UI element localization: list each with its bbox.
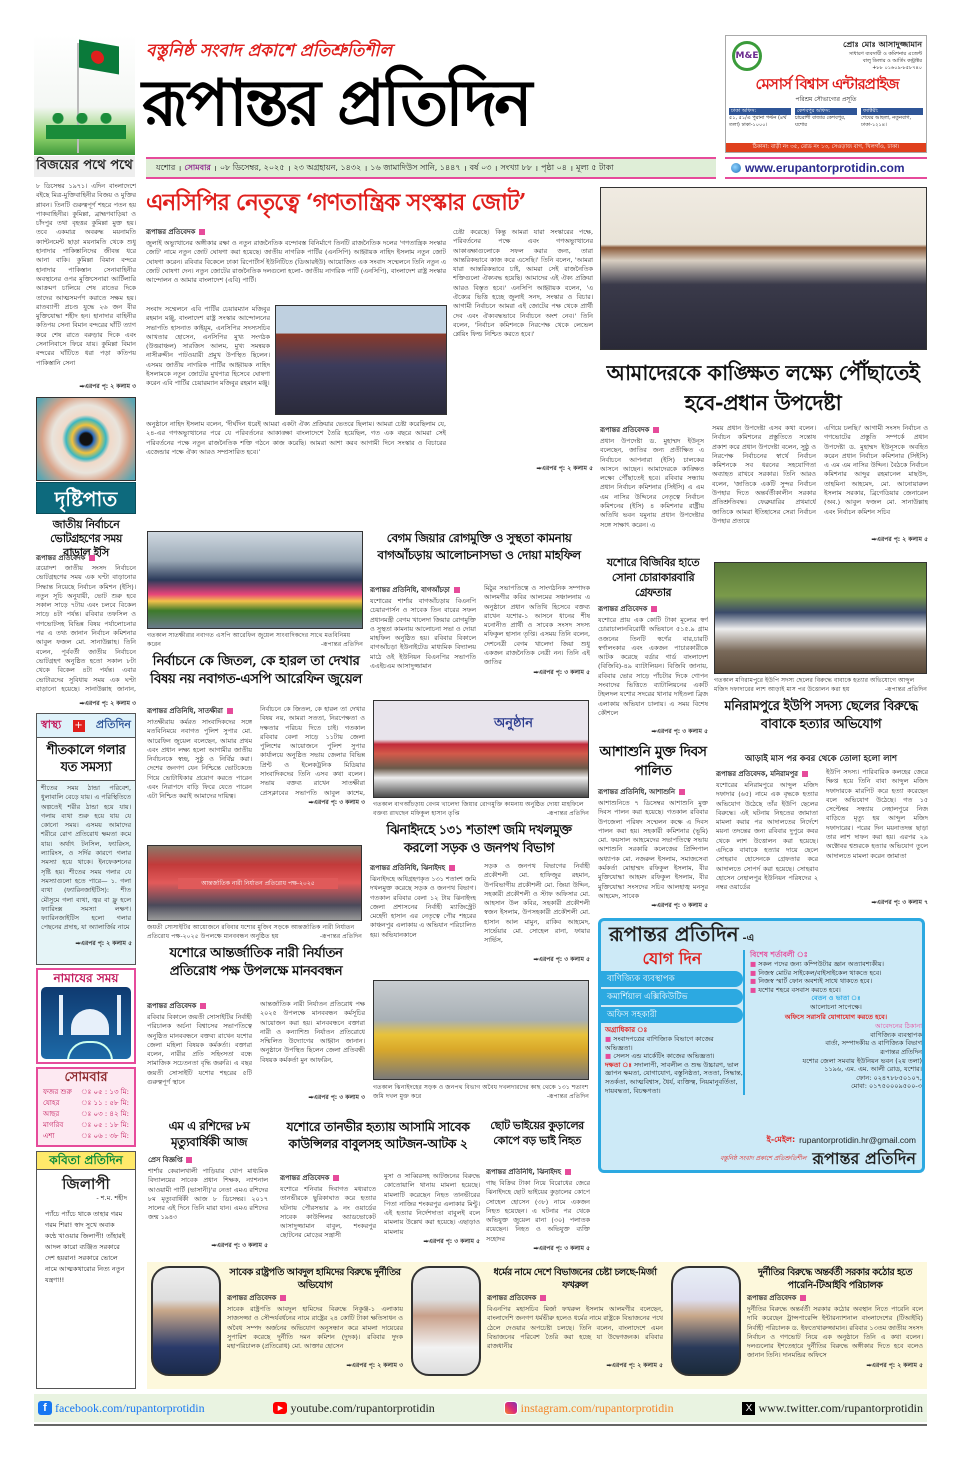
- dateline-date: ০৮ ডিসেম্বর, ২০২৫: [219, 162, 285, 172]
- prayer-day: সোমবার: [64, 1070, 108, 1085]
- caption-text: গতকাল সাতক্ষীরার নবাগত এসপি আরেফিন জুয়েল সাংবাদিকদের সাথে মতবিনিময় করেন: [147, 632, 351, 648]
- ashashuni-byline: রূপান্তর প্রতিনিধি, আশাশুনি: [598, 788, 708, 797]
- health-box: [36, 713, 136, 965]
- poem-box: [36, 1151, 136, 1389]
- rashid-byline: প্রেস বিজ্ঞপ্তি: [148, 1156, 268, 1165]
- priority-item: ■ সেলস এন্ড মার্কেটিং কাজের অভিজ্ঞতা।: [605, 1052, 715, 1061]
- priority-label: অগ্রাধিকার ঃ: [605, 1026, 648, 1034]
- victory-article-text: ৮ ডিসেম্বর ১৯৭১। এদিন বাংলাদেশে বইছে মিত্র-মুক্তিবাহিনীর বিজয় ও মুক্তির প্লাবন। তিনটি গুরুত্বপূর্ণ শহরে পতন হয় পাকবাহিনীর। কুমিল্লা, ব্রাহ্মণবাড়িয়া ও চাঁদপুর তথা বৃহত্তর কুমিল্লা মুক্ত হয়। তবে একমাত্র অবরুদ্ধ ময়নামতি ক্যান্টনমেন্ট ছাড়া ময়নামতি থেকে শুধু হানাদার পাকিস্তানিদের জীবন্ত ধরে আনা বাকি। কুমিল্লা বিমান বন্দরে হানাদার পাকিস্তান সেনাবাহিনীর অবস্থানের ওপর মুক্তিসেনারা আর্টিলারি আক্রমণ চালিয়ে শেষ রাতের দিকে তাদের আত্মসমর্পণ করাতে সক্ষম হয়। রাতব্যাপী প্রচণ্ড যুদ্ধে ২৬ জন বীর মুক্তিযোদ্ধা শহীদ হন। হানাদার বাহিনীর কতিপয় সেনা বিমান বন্দরের ঘাঁটি ত্যাগ করে শেষ রাতে বরুড়ার দিকে এবং সেনানিবাসে ফিরে যায়। কুমিল্লা বিমান বন্দরের ঘাঁটিতে ধরা পড়া কতিপয় পাকিস্তানি সেনা: [36, 182, 136, 367]
- ad-office: ঢাকা অফিস: ৫১, ৫১/এ পুরানা পল্টন (৪র্থ তলা) ঢাকা-১০০০।: [729, 108, 791, 128]
- lead-text: জুলাই অভ্যুত্থানের অঙ্গীকার রক্ষা ও নতুন রাজনৈতিক বন্দোবস্ত বিনির্মাণে তিনটি রাজনৈতিক দলের 'গণতান্ত্রিক সংস্কার জোট' নামে নতুন জোট ঘোষণা করা হয়েছে। জাতীয় নাগরিক পার্টির (এনসিপি) আহ্বায়ক নাহিদ ইসলাম নতুন জোট ঘোষণা করেন। রবিবার বিকেলে ঢাকা রিপোর্টার্স ইউনিটিতে (ডিআরইউ) আয়োজিত এক সংবাদ সম্মেলনে তিনি নতুন এ জোট ঘোষণা দেন। নতুন জোটের রাজনৈতিক দলগুলো হলো- জাতীয় নাগরিক পার্টি (এনসিপি), বাংলাদেশ রাষ্ট্র সংস্কার আন্দোলন ও আমার বাংলাদেশ (এবি) পার্টি।: [146, 239, 446, 285]
- satkhira-photo: [147, 531, 363, 629]
- dateline-hijri-date: ১৬ জামাদিউস সানি, ১৪৪৭: [370, 162, 461, 172]
- position-tag: কমার্শিয়াল এক্সিকিউটিভ: [601, 989, 743, 1005]
- bottom-story-byline: রূপান্তর প্রতিবেদক: [487, 1294, 663, 1303]
- social-link-text: youtube.com/rupantorprotidin: [290, 1400, 435, 1415]
- lead-headline-quote: ‘গণতান্ত্রিক সংস্কার জোট’: [305, 189, 526, 216]
- satkhira-text: সাতক্ষীরায় কর্মরত সাংবাদিকদের সঙ্গে মতবিনিময়ে নবাগত পুলিশ সুপার মো. আরেফিন জুয়েল বলেছেন, আমার প্রথম এবং প্রধান লক্ষ্য হলো আগামীর জাতীয় নির্বাচনকে স্বচ্ছ, সুষ্ঠু ও নির্বিঘ্ন করা। দেশের জনগণ যেন নিশ্চিন্তে ভোটকেন্দ্রে গিয়ে ভোটাধিকার প্রয়োগ করতে পারেন এবং নিরাপদে বাড়ি ফিরে যেতে পারেন এটা নিশ্চিত করাই আমাদের দায়িত্ব।: [147, 718, 252, 801]
- jobs-brand: রূপান্তর প্রতিদিন: [609, 922, 739, 946]
- ad-phone: +৮৮ ০১৬০৯-৮৫৮৭৪০: [872, 65, 922, 71]
- address-label: আবেদনের ঠিকানা: [875, 1022, 922, 1031]
- women-caption: [147, 923, 362, 941]
- continue-link[interactable]: ➡এরপর পৃ: ৩ কলাম ৭: [871, 899, 928, 906]
- brother-headline: ছোট ভাইয়ের কুড়ালের কোপে বড় ভাই নিহত: [490, 1119, 584, 1147]
- skills-label: দক্ষতা ঃ: [605, 1060, 632, 1069]
- jobs-ad-footer: [598, 1147, 925, 1173]
- jhenaidah-text: ঝিনাইদহে অধিগ্রহণকৃত ১৩১ শতাংশ জমি দখলমুক্ত করেছে সড়ক ও জনপথ বিভাগ। গতকাল রবিবার বেলা ১২ টায় ঝিনাইদহ জেলা প্রশাসনের নির্বাহী ম্যাজিস্ট্রেট মেহেদী হাসান এর নেতৃত্বে পৌর শহরের কাঞ্চনপুর এলাকায় এ অভিযান পরিচালিত হয়। অভিযানকালে: [370, 875, 476, 939]
- prayer-name: ফজর শুরু: [43, 1088, 72, 1096]
- address-line: মোবা: ০১৭৫০০০৯৫০০-৩: [851, 1082, 922, 1091]
- instagram-icon: [504, 1401, 518, 1415]
- ad-line: সাধারণ ব্যবসায়ী ও কমিশনার এজেন্ট: [848, 51, 922, 57]
- continue-link[interactable]: ➡এরপর পৃ: ৩ কলাম ৫: [533, 1245, 590, 1252]
- bottom-story-byline: রূপান্তর প্রতিবেদক: [227, 1294, 403, 1303]
- jhenaidah-columns: [370, 862, 590, 968]
- victory-caption: বিজয়ের পথে পথে: [34, 156, 135, 177]
- banner-text: অনুষ্ঠান: [494, 716, 534, 731]
- bottom-rule: [34, 1424, 927, 1426]
- facebook-icon: f: [38, 1401, 52, 1415]
- dateline-issue: সংখ্যা ৮৮: [500, 162, 533, 172]
- monirampur-photo: [714, 562, 927, 674]
- bgb-text: যশোরে প্রায় এক কোটি টাকা মূল্যের স্বর্ণ চোরাচালানবিরোধী অভিযানে ৫১৫.৯ গ্রাম ওজনের তিনটি স্বর্ণের বার,চারটি স্বর্ণালংকার এবং একজন পাচারকারীকে আটক করেছে বর্ডার গার্ড বাংলাদেশ (বিজিবি)-৪৯ ব্যাটালিয়ন। বিজিবি জানায়, রবিবার ভোর সাড়ে পাঁচটার দিকে গোপন সংবাদের ভিত্তিতে ব্যাটালিয়নের একটি টহলদল যশোর সদরের থানার দাইতলা ব্রিজ এলাকায় অভিযান চালায়। এ সময় বিশেষ কৌশলে: [598, 616, 708, 717]
- dateline-bangla-date: ২৩ অগ্রহায়ন, ১৪৩২: [293, 162, 362, 172]
- bagachra-headline: বেগম জিয়ার রোগমুক্তি ও সুস্থতা কামনায় বাগআঁচড়ায় আলোচনাসভা ও দোয়া মাহফিল: [377, 531, 581, 562]
- ashashuni-text: আশাশুনিতে ৭ ডিসেম্বর আশাশুনি মুক্ত দিবস পালন করা হয়েছে। গতকাল রবিবার উপজেলা পরিষদ সম্মেলন কক্ষে এ দিবস পালন করা হয়। সহকারী কমিশনার (ভূমি) মো. ফয়সাল আহমেদের সভাপতিত্বে সভায় আশাশুনি সরকারি কলেজের প্রিন্সিপাল অধ্যাপক মো. নজরুল ইসলাম, সমাজসেবা কর্মকর্তা মোহাম্মদ রফিকুল ইসলাম, বীর মুক্তিযোদ্ধা আহমদ রফিকুল ইসলাম, বীর মুক্তিযোদ্ধা সংসদের সচিব আলহাজ্ব মনসুর আহমেদ, সাবেক: [598, 799, 708, 900]
- ad-proprietor: প্রোঃ মোঃ আসাদুজ্জামান: [842, 40, 922, 49]
- lead-text: অনুষ্ঠানে নাহিদ ইসলাম বলেন, ‘দীর্ঘদিন ধরেই আমরা একটা ঐক্য প্রক্রিয়ার ভেতরে ছিলাম। আমরা চেষ্টা করেছিলাম যে, ২৪-এর গণঅভ্যুত্থানের পরে যে পরিবর্তনের আকাঙ্ক্ষা বাংলাদেশে তৈরি হয়েছিল, গত এক বছরে আমরা সেই পরিবর্তনের পক্ষে নতুন রাজনৈতিক শক্তি গঠনে কাজ করেছি। আমরা আশা করব আগামী দিনে সংস্কার ও বিচারের এজেন্ডার পক্ষে ঐক্য আরও সম্প্রসারিত হবে।’: [146, 420, 446, 456]
- caption-credit: -রূপান্তর প্রতিদিন: [319, 933, 362, 940]
- jobs-email-row: [598, 1133, 925, 1147]
- people-silhouette: [46, 113, 126, 139]
- condition-item: ■ যশোর শহরে বসবাস করতে হবে।: [750, 985, 841, 994]
- continue-link[interactable]: ➡এরপর পৃ: ৩ কলাম ৫: [211, 1242, 268, 1249]
- chief-adviser-text: প্রধান উপদেষ্টা ড. মুহাম্মদ ইউনূস বলেছেন, জাতির জন্য প্রতীক্ষিত এ নির্বাচনে আপনারা (ইসি) চালকের আসনে আছেন। আমাদেরকে কাঙ্ক্ষিত লক্ষ্যে পৌঁছাতেই হবে। রবিবার সন্ধ্যায় প্রধান নির্বাচন কমিশনার (সিইসি) এ এম এম নাসির উদ্দিনের নেতৃত্বে নির্বাচন কমিশনের (ইসি) ৪ কমিশনার রাষ্ট্রীয় অতিথি ভবন যমুনায় প্রধান উপদেষ্টার সঙ্গে সাক্ষাৎ করেন। এ: [600, 437, 704, 529]
- monirampur-caption: [714, 676, 927, 694]
- lead-byline: রূপান্তর প্রতিবেদক: [146, 228, 446, 237]
- satkhira-columns: [147, 705, 365, 811]
- women-text: আন্তর্জাতিক নারী নির্যাতন প্রতিরোধ পক্ষ ২০২৫ উপলক্ষে মানববন্ধন কর্মসূচির আয়োজন করা হয়। মানববন্ধনে বক্তারা নারী ও কন্যাশিশু নির্যাতন প্রতিরোধে সম্মিলিত উদ্যোগের আহ্বান জানান। অনুষ্ঠানে উপস্থিত ছিলেন জেলা প্রতিবন্ধী বিষয়ক কর্মকর্তা মুন আফরিন,: [260, 1000, 365, 1064]
- lead-headline: [146, 186, 596, 220]
- bottom-stories-band: [147, 1262, 927, 1389]
- prayer-time-row: [43, 1120, 129, 1131]
- caption-text: জয়তী সোসাইটির আয়োজনে রবিবার যশোর মুজিব সড়কে আন্তর্জাতিক নারী নির্যাতন প্রতিরোধ পক্ষ-২০২৫ উপলক্ষে মানববন্ধন অনুষ্ঠিত হয়: [147, 924, 355, 940]
- jobs-footer-brand: রূপান্তর প্রতিদিন: [812, 1148, 916, 1168]
- prayer-name: যোহর: [43, 1099, 60, 1107]
- ec-byline: রূপান্তর প্রতিবেদক: [36, 554, 136, 563]
- continue-link[interactable]: ➡এরপর পৃ: ৩ কলাম ৫: [651, 902, 708, 909]
- dateline-price: মূল্য ৫ টাকা: [576, 162, 614, 172]
- chief-adviser-text: সময় প্রধান উপদেষ্টা এসব কথা বলেন। নির্বাচন কমিশনের প্রস্তুতিতে সন্তোষ প্রকাশ করে প্রধান উপদেষ্টা বলেন, সুষ্ঠু ও নিরপেক্ষ নির্বাচনের স্বার্থে নির্বাচন কমিশনকে সব ধরনের সহযোগিতা অব্যাহত রাখবে সরকার। তিনি আরও বলেন, 'জাতিকে একটি সুন্দর নির্বাচন উপহার দিতে অন্তর্বর্তীকালীন সরকার প্রতিশ্রুতিবদ্ধ। ফেব্রুয়ারির প্রথমার্ধে জাতিকে আমরা ইতিহাসের সেরা নির্বাচন উপহার প্রত্যয়ে: [712, 424, 816, 525]
- clock-icon: [67, 1041, 113, 1059]
- bagachra-text: মিঠুর সভাপতিত্বে ও সাংগঠনিক সম্পাদক আলমগীর কবির আলমের সঞ্চালনায় এ অনুষ্ঠানে প্রধান অতিথি হিসেবে বক্তব্য রাখেন যশোর-১ আসনে ধানের শীষ মনোনীত প্রার্থী ও সাবেক সংসদ সদস্য মফিকুল হাসান তৃপ্তি। এসময় তিনি বলেন, দেশনেত্রী বেগম খালেদা জিয়া শুধু একজন রাজনৈতিক নেত্রী নন। তিনি এই জাতির: [484, 584, 590, 667]
- lead-photo: [275, 305, 447, 415]
- bagachra-caption: [373, 800, 589, 818]
- caption-text: গতকাল বাগআঁচড়ায় বেগম খালেদা জিয়ার রোগমুক্তি কামনায় অনুষ্ঠিত দোয়া মাহফিলে বক্তব্য রাখছেন মফিকুল হাসান তৃপ্তি: [373, 801, 584, 817]
- continue-link[interactable]: ➡এরপর পৃ: ২ কলাম ৫: [75, 940, 132, 947]
- jhenaidah-caption: [373, 1083, 589, 1110]
- health-headline: শীতকালে গলার যত সমস্যা: [37, 738, 135, 781]
- prayer-time-row: [43, 1131, 129, 1142]
- tanvir-text: মুসা ও সাব্বিরসহ আটজনের বিরুদ্ধে কোতোয়ালি থানায় মামলা হয়েছে। মামলাটি করেছেন নিহত তানভীরের পিতা নাজির শংকরপুর এলাকার মিন্টু। এই হত্যার নির্দেশদাতা বাবুলই বলে মামলায় উল্লেখ করা হয়েছে। এছাড়াও মামলায়: [384, 1172, 480, 1236]
- continue-link[interactable]: ➡এরপর পৃ: ৩ কলাম ৫: [651, 728, 708, 735]
- globe-icon: [731, 163, 741, 173]
- health-article-text: শীতের সময় ঠান্ডা পরিবেশ, ধুলাবালি বেড়ে যায়। এ পরিস্থিতিতে অল্পতেই শরীর ঠান্ডা হয়ে যায়। গলায় ব্যথা শুরু হয়ে যায় যে কোনো সময়। এসময় আমাদের শরীরে রোগ প্রতিরোধ ক্ষমতা কমে যায়। অর্থাৎ টনসিল, ফ্যারিংস, ল্যারিংস, ও সর্দির কারণে গলার সমস্যা হয়ে থাকে। ইনফেকশনের সৃষ্টি হয়। শীতের সময় গলার যে সমস্যাগুলো হতে পারে— ১. গলা ব্যথা (ফ্যারিনজাইটিস): শীত মৌসুমে গলা ব্যথা, জ্বর বা ফ্লু হলে ফ্যারিংক্স সমস্যা লক্ষণ। ফ্যারিনজাইটিস হলো গলার পেছনের প্রদাহ, যা অ্যালার্জির নামে: [41, 784, 131, 932]
- social-link-text: www.twitter.com/rupantorprotidin: [758, 1400, 923, 1415]
- satkhira-caption: [147, 631, 363, 649]
- bottom-story: [147, 1262, 407, 1389]
- portrait-photo: [411, 1266, 481, 1376]
- chief-adviser-byline: রূপান্তর প্রতিবেদক: [600, 426, 704, 435]
- prayer-name: এশা: [43, 1132, 55, 1140]
- salary-label: বেতন ও ভাতা ঃ: [811, 994, 861, 1003]
- prayer-time: ঃ ০৩ : ৪২ মি:: [81, 1110, 129, 1118]
- monirampur-headline: মনিরামপুরে ইউপি সদস্য ছেলের বিরুদ্ধে বাবাকে হত্যার অভিযোগ: [724, 699, 918, 732]
- bottom-story: [407, 1262, 667, 1389]
- rashid-text: শার্শার কেরালখালী পাড়িয়ার খোপ মাধ্যমিক বিদ্যালয়ের সাবেক প্রধান শিক্ষক, ন্যাশনাল আওয়ামী পার্টি (ভাসানী)'র নেতা এমএ রশিদের ৮ম মৃত্যুবার্ষিকী আজ ৮ ডিসেম্বর। ২০১৭ সালের এই দিনে তিনি মারা যান। এমএ রশিদের জন্ম ১৯৪৩: [148, 1167, 268, 1222]
- top-advertisement: [725, 35, 927, 153]
- chief-adviser-columns: [600, 424, 928, 549]
- banner-text: আন্তর্জাতিক নারী নির্যাতন প্রতিরোধ পক্ষ-২০২৫: [178, 878, 338, 889]
- tagline: বস্তুনিষ্ঠ সংবাদ প্রকাশে প্রতিশ্রুতিশীল: [146, 41, 393, 61]
- caption-credit: -রূপান্তর প্রতিদিন: [546, 810, 589, 817]
- continue-link[interactable]: ➡এরপর পৃ: ৩ কলাম ৫: [533, 956, 590, 963]
- condition-item: ■ সকল পদের জন্য কম্পিউটার জ্ঞান অত্যাবশ্যকীয়।: [750, 960, 885, 968]
- women-headline: যশোরে আন্তর্জাতিক নারী নির্যাতন প্রতিরোধ পক্ষ উপলক্ষে মানববন্ধন: [169, 945, 343, 979]
- prayer-time-row: [43, 1109, 129, 1120]
- prayer-name: আছর: [43, 1110, 60, 1118]
- bottom-story-byline: রূপান্তর প্রতিবেদক: [747, 1294, 923, 1303]
- position-tag: অফিস সহকারী: [601, 1007, 743, 1023]
- prayer-time: ঃ ০৫ : ১৮ মি:: [81, 1121, 129, 1129]
- caption-credit: -রূপান্তর প্রতিদিন: [546, 1093, 589, 1100]
- women-text: রবিবার বিকালে জয়তী সোসাইটির নির্বাহী পরিচালক অর্চনা বিশ্বাসের সভাপতিত্বে অনুষ্ঠিত মানববন্ধনে বক্তব্য রাখেন যশোর জেলা মহিলা বিষয়ক কর্মকর্তা। বক্তারা বলেন, নারীর প্রতি সহিংসতা বন্ধে সামাজিক সচেতনতা বৃদ্ধি জরুরি। এ বছর জয়তী সোসাইটি যশোর শহরের ৫টি গুরুত্বপূর্ণ স্থানে: [147, 1013, 252, 1087]
- bgb-column: [598, 603, 708, 736]
- ec-headline: জাতীয় নির্বাচনে ভোটগ্রহণের সময় বাড়াল ইসি: [50, 518, 122, 559]
- brother-byline: রূপান্তর প্রতিনিধি, ঝিনাইদহ: [486, 1168, 590, 1177]
- email-label: ই-মেইল:: [766, 1135, 796, 1144]
- continue-link[interactable]: ➡এরপর পৃ: ৩ কলাম ৫: [423, 1238, 480, 1245]
- address-line: ফোন: ০২৪৭৮৮৫০১০৭,: [856, 1073, 922, 1082]
- brother-text: গাছ বিক্রির টাকা নিয়ে বিরোধের জেরে ঝিনাইদহে ছোট ভাইয়ের কুড়ালের কোপে সোহেল হোসেন (৩৮) নামে একজন নিহত হয়েছেন। এ ঘটনার পর থেকে অভিযুক্ত জুয়েল রানা (৩০) পলাতক রয়েছেন। নিহত ও অভিযুক্ত ব্যক্তি সহোদর: [486, 1179, 590, 1243]
- poem-author: - শ.ম. শহীদ: [96, 1194, 127, 1202]
- newspaper-title: রূপান্তর প্রতিদিন: [142, 66, 530, 141]
- bagachra-byline: রূপান্তর প্রতিনিধি, বাগআঁচড়া: [370, 586, 476, 595]
- ashashuni-column: [598, 786, 708, 910]
- continue-link[interactable]: ➡এরপর পৃ: ২ কলাম ৩: [79, 383, 136, 390]
- social-link-text: instagram.com/rupantorprotidin: [520, 1400, 674, 1415]
- medical-cross-icon: +: [74, 719, 83, 731]
- prayer-time-row: [43, 1087, 129, 1098]
- monirampur-subheadline: আড়াই মাস পর কবর থেকে তোলা হলো লাশ: [744, 754, 898, 764]
- youtube-icon: ▶: [273, 1402, 287, 1414]
- condition-item: ■ নিজস্ব মোটর সাইকেল/বাইসাইকেল থাকতে হবে।: [750, 968, 882, 977]
- social-link-twitter[interactable]: [742, 1401, 923, 1416]
- address-line: বাণিজ্যিক ব্যবস্থাপক: [870, 1030, 922, 1039]
- satkhira-byline: রূপান্তর প্রতিনিধি, সাতক্ষীরা: [147, 707, 252, 716]
- jhenaidah-text: সড়ক ও জনপথ বিভাগের নির্বাহী প্রকৌশলী মো. হাফিজুর রহমান, উপবিভাগীয় প্রকৌশলী মো. জিয়া উদ্দিন, সহকারী প্রকৌশলী ও স্টাফ অফিসার মো. আহসান উল কবির, সহকারী প্রকৌশলী স্বজন ইসলাম, উপসহকারী প্রকৌশলী মো. হাসান আল মামুন, রাকিব আহমেদ, সার্ভেয়ার মো. সোহেল রানা, ফায়ার সার্ভিস,: [484, 862, 590, 945]
- health-brand-left: স্বাস্থ্য: [41, 718, 62, 731]
- salary-text: আলোচনা সাপেক্ষে।: [810, 1002, 862, 1011]
- company-logo: M&E: [732, 41, 762, 71]
- ad-office: ফ্যাক্টরী: শেষের আছলা, নতুনবাগ, ঢাকা-১২১৪।: [861, 108, 923, 128]
- women-rally-photo: [147, 845, 362, 921]
- continue-link[interactable]: ➡এরপর পৃ: ২ কলাম ৩: [79, 700, 136, 707]
- satkhira-text: নির্বাচনে কে জিতল, কে হারল তা দেখার বিষয় নয়, আমরা সততা, নিরপেক্ষতা ও দক্ষতার পরিচয় দিতে চাই। গতকাল রবিবার বেলা সাড়ে ১১টায় জেলা পুলিশের আয়োজনে পুলিশ সুপার কার্যালয়ে অনুষ্ঠিত সভায় জেলার বিভিন্ন প্রিন্ট ও ইলেকট্রনিক মিডিয়ার সাংবাদিকদের তিনি এসব কথা বলেন। সভায় বক্তব্য রাখেন সাতক্ষীরা প্রেসক্লাবের সভাপতি আবুল কাশেম,: [260, 705, 365, 797]
- bangladesh-flag-icon: [79, 39, 119, 74]
- prayer-title: নামাযের সময়: [53, 971, 119, 985]
- bottom-story-text: দুর্নীতির বিরুদ্ধে অন্তর্বর্তী সরকার কঠোর অবস্থান নিতে পারেনি বলে দাবি করেছেন ট্রান্সপারেন্সি ইন্টারন্যাশনাল বাংলাদেশের (টিআইবি) নির্বাহী পরিচালক ড. ইফতেখারুজ্জামান। রবিবার ১৩তম জাতীয় সংসদ নির্বাচন ও গণভোট নিয়ে এক অনুষ্ঠানে তিনি এ কথা বলেন। দলগুলোর ইশতেহারে দুর্নীতির বিরুদ্ধে অঙ্গীকার দিতে হবে বলেও জানান তিনি। দানমন্ডির অফিসে: [747, 1305, 923, 1360]
- ad-office: কেশবপুর অফিস: চাচরাশী বাজার কেশবপুর, যশোর: [795, 108, 857, 128]
- x-twitter-icon: X: [742, 1402, 755, 1415]
- poem-title: জিলাপী: [62, 1175, 110, 1193]
- prayer-box: [36, 968, 136, 1064]
- website-link[interactable]: [725, 157, 927, 179]
- monirampur-text: যশোরের মনিরামপুরে আব্দুল মজিদ দফাদার (৬৫) নামে এক বৃদ্ধকে হত্যার অভিযোগ উঠেছে তাঁর ইউপি ছেলের বিরুদ্ধে। এই ঘটনায় নিহতের জামাতা মামলা করার পর আদালতের নির্দেশে ময়না তদন্তের জন্য রবিবার দুপুরে কবর থেকে লাশ উত্তোলন করা হয়েছে। এদিকে বাবাকে হত্যার দায়ে ছেলে সোহরাব হোসেনকে গ্রেফতার করে আদালতে সোপর্দ করা হয়েছে। সোহরাব হোসেন নেহালপুর ইউনিয়ন পরিষদের ২ নম্বর ওয়ার্ডের: [716, 781, 818, 892]
- jobs-footer-tagline: বস্তুনিষ্ঠ সংবাদ প্রকাশে প্রতিশ্রুতিশীল: [720, 1155, 807, 1162]
- ashashuni-headline: আশাশুনি মুক্ত দিবস পালিত: [599, 744, 707, 779]
- continue-link[interactable]: ➡এরপর পৃ: ২ কলাম ৩: [346, 1362, 403, 1369]
- caption-credit: -রূপান্তর প্রতিদিন: [884, 686, 927, 693]
- jobs-advertisement: [598, 918, 925, 1133]
- caption-text: গতকাল ঝিনাইদহের সড়ক ও জনপথ বিভাগ অবৈধ দখলদারদের কাছ থেকে ১৩১ শতাংশ জমি দখল মুক্ত করে: [373, 1084, 589, 1100]
- ad-address: ঠিকানা: বাড়ী নং ৩৫, রোড নং ১৩, সেওড়াজ বাগ, খিলগাঁও, ঢাকা।: [726, 143, 926, 152]
- caption-credit: -রূপান্তর প্রতিদিন: [320, 641, 363, 648]
- ad-line: বালু ডিলার ও আর্তিং কন্ট্রাক্টর: [862, 58, 922, 64]
- dateline-year: বর্ষ ০৩: [469, 162, 492, 172]
- lead-text: সংবাদ সম্মেলনে এবি পার্টির চেয়ারম্যান মজিবুর রহমান মঞ্জু, বাংলাদেশ রাষ্ট্র সংস্কার আন্দোলনের সভাপতি হাসনাত কাইয়ূম, এনসিপির সদস্যসচিব আখতার হোসেন, এনসিপির মুখ্য সংগঠক (উত্তরাঞ্চল) সারজিস আলম, মুখ্য সমন্বয়ক নাসীরুদ্দীন পাটওয়ারী প্রমুখ উপস্থিত ছিলেন। এসময় জাতীয় নাগরিক পার্টির আহ্বায়ক নাহিদ ইসলামকে নতুন জোটের মুখপাত্র হিসেবে ঘোষণা করেন এবি পার্টির চেয়ারম্যান মজিবুর রহমান মঞ্জু।: [146, 305, 270, 388]
- social-link-instagram[interactable]: [504, 1401, 674, 1416]
- rashid-headline: এম এ রশিদের ৮ম মৃত্যুবার্ষিকী আজ: [168, 1119, 250, 1149]
- jhenaidah-headline: ঝিনাইদহে ১৩১ শতাংশ জমি দখলমুক্ত করলো সড়ক ও জনপথ বিভাগ: [386, 823, 572, 856]
- bagachra-columns: [370, 584, 590, 681]
- dateline-pages: পৃষ্ঠা ০৪: [541, 162, 567, 172]
- monirampur-text: ইউপি সদস্য। পারিবারিক কলহের জেরে ক্ষিপ্ত হয়ে তিনি বাবা আব্দুল মজিদ দফাদারকে মারপিট করে হত্যা করেছেন বলে অভিযোগ উঠেছে। গত ১৫ সেপ্টেম্বর সন্ধ্যায় নেহালপুরে নিজ বাড়িতে মৃত্যু হয় আব্দুল মজিদ দফাদারের। পরের দিন ময়নাতদন্ত ছাড়া তার লাশ দাফন করা হয়। এরপর ২৯ অক্টোবর শ্বশুরকে হত্যার অভিযোগ তুলে আদালতে মামলা করেন জামাতা: [826, 768, 928, 860]
- poem-text: প্যাঁচে প্যাঁচে থাকে তাহার গরম গরম শিরা! স্বাদ সুখে অবাক কন্ঠে খাওয়ার জিলাপী! তাঁহারই আদল কারো ব্যঞ্জিত সরকারে দেশ হয়রান! সরকারে ভোলে নামে আত্মকথারোর নিত্য নতুন যন্ত্রণা!!: [45, 1210, 126, 1284]
- address-line: রূপান্তর প্রতিদিন: [880, 1047, 922, 1056]
- caption-text: গতকাল মণিরামপুরে ইউপি সদস্য ছেলের বিরুদ্ধে বাবাকে হত্যার অভিযোগে আব্দুল মজিদ দফাদারের লাশ আড়াই মাস পর উত্তোলন করা হয়: [714, 677, 915, 693]
- bottom-story-headline: সাবেক রাষ্ট্রপতি আবদুল হামিদের বিরুদ্ধে দুর্নীতির অভিযোগ: [229, 1267, 401, 1291]
- monirampur-byline: রূপান্তর প্রতিবেদক, মনিরামপুর: [716, 770, 818, 779]
- email-link[interactable]: rupantorprotidin.hr@gmail.com: [799, 1135, 916, 1145]
- tanvir-text: যশোরে শনিবার দিবাগত মধ্যরাতে তানভীরকে ছুরিকাঘাত করে হত্যার ঘটনায় পৌরসভার ৯ নং ওয়ার্ডের সাবেক কাউন্সিলর অ্যাডভোকেট আসাদুজ্জামান বাবুল, শংকরপুর ছোটনের মোড়ের সন্ত্রাসী: [280, 1185, 376, 1240]
- bottom-story-text: বিএনপির মহাসচিব মির্জা ফখরুল ইসলাম আলমগীর বলেছেন, বাংলাদেশি জনগণ ধর্মভীরু হলেও ধর্মের নামে রাষ্ট্রকে বিভাজনের পথে ঠেলে দেওয়ার অপচেষ্টা চলছে। তিনি বলেন, বাংলাদেশে এমন বিভাজনের পরিবেশ তৈরি করা হচ্ছে যা উদ্বেগজনক। রবিবার রাজধানীর: [487, 1305, 663, 1351]
- poem-banner: কবিতা প্রতিদিন: [37, 1152, 135, 1170]
- tanvir-headline: যশোরে তানভীর হত্যায় আসামি সাবেক কাউন্সিলর বাবুলসহ আটজন-আটক ২: [286, 1119, 470, 1151]
- address-line: ১১৯৬, এম. এম. আলী রোড, যশোর।: [824, 1065, 922, 1074]
- ad-company-name: মেসার্স বিশ্বাস এন্টারপ্রাইজ: [755, 75, 899, 93]
- direct-contact: অফিসে সরাসরি যোগাযোগ করতে হবে।: [784, 1012, 888, 1021]
- ec-article-text: ত্রয়োদশ জাতীয় সংসদ নির্বাচনে ভোটগ্রহণের সময় এক ঘণ্টা বাড়ানোর সিদ্ধান্ত নিয়েছে নির্বাচন কমিশন (ইসি)। নতুন সূচি অনুযায়ী, ভোট শুরু হবে সকাল সাড়ে ৭টায় এবং চলবে বিকেল সাড়ে ৪টা পর্যন্ত। রবিবার তফসিল ও গণভোটসহ বিভিন্ন বিষয় পর্যালোচনার পর এ তথ্য জানান নির্বাচন কমিশনার আবুল ফজল মো. সানাউল্লাহ। তিনি বলেন, পূর্ববর্তী জাতীয় নির্বাচনে ভোটগ্রহণ অনুষ্ঠিত হতো সকাল ৮টা থেকে বিকেল ৪টা পর্যন্ত। এবার ভোটারদের সুবিধায় সময় এক ঘণ্টা বাড়ানো হয়েছে। সানাউল্লাহ জানান,: [36, 564, 136, 693]
- health-brand-right: প্রতিদিন: [95, 718, 131, 731]
- jhenaidah-byline: রূপান্তর প্রতিনিধি, ঝিনাইদহ: [370, 864, 476, 873]
- chief-adviser-text: এগিয়ে চলছি।' আগামী সংসদ নির্বাচন ও গণভোটের প্রস্তুতি সম্পর্কে প্রধান উপদেষ্টা ড. মুহাম্মদ ইউনূসকে অবহিত করেন প্রধান নির্বাচন কমিশনার (সিইসি) এ এম এম নাসির উদ্দিন। বৈঠকে নির্বাচন কমিশনার আব্দুর রহমানেল মাছউদ, তাহমিনা আহমেদ, মো. আনোয়ারুল ইসলাম সরকার, ব্রিগেডিয়ার জেনারেল (অব.) আবুল ফজল মো. সানাউল্লাহ এবং নির্বাচন কমিশন সচিব: [824, 424, 928, 516]
- continue-link[interactable]: ➡এরপর পৃ: ২ কলাম ৫: [536, 465, 593, 472]
- ad-slogan: পরিশ্রম সৌভাগ্যের প্রসূতি: [795, 96, 857, 103]
- portrait-photo: [151, 1266, 221, 1376]
- continue-link[interactable]: ➡এরপর পৃ: ৩ কলাম ৩: [308, 799, 365, 806]
- satkhira-headline: নির্বাচনে কে জিতল, কে হারল তা দেখার বিষয় নয় নবাগত-এসপি আরেফিন জুয়েল: [150, 653, 362, 687]
- portrait-photo: [671, 1266, 741, 1376]
- bottom-story-headline: দুর্নীতির বিরুদ্ধে অন্তর্বর্তী সরকার কঠোর হতে পারেনি-টিআইবি পরিচালক: [757, 1267, 913, 1291]
- health-banner: [37, 714, 135, 738]
- continue-link[interactable]: ➡এরপর পৃ: ২ কলাম ৫: [866, 1362, 923, 1369]
- jhenaidah-photo: [373, 980, 589, 1080]
- bagachra-photo: [373, 700, 589, 798]
- condition-item: ■ নিজস্ব স্মার্ট ফোন অবশ্যই সাথে থাকতে হবে।: [750, 977, 873, 986]
- mosque-illustration: [41, 987, 131, 1059]
- women-columns: [147, 1000, 365, 1106]
- women-byline: রূপান্তর প্রতিবেদক: [147, 1002, 252, 1011]
- brother-column: [486, 1166, 590, 1253]
- join-cta: যোগ দিন: [642, 949, 702, 968]
- prayer-times-box: [36, 1067, 136, 1147]
- prayer-time: ঃ ০৬ : ৩৮ মি:: [81, 1132, 129, 1140]
- drishtipat-banner: দৃষ্টিপাত: [36, 482, 136, 514]
- bgb-byline: রূপান্তর প্রতিবেদক: [598, 605, 708, 614]
- tanvir-byline: রূপান্তর প্রতিবেদক: [280, 1174, 376, 1183]
- address-line: যশোর জেলা সমবায় ইউনিয়ন ভবন (২য় তলা): [802, 1056, 922, 1065]
- continue-link[interactable]: ➡এরপর পৃ: ৩ কলাম ৩: [308, 1094, 365, 1101]
- social-link-facebook[interactable]: [38, 1401, 205, 1416]
- bgb-headline: যশোরে বিজিবির হাতে সোনা চোরাকারবারি গ্রেফতার: [606, 556, 700, 599]
- lead-column-wide: [146, 226, 446, 304]
- rashid-column: [148, 1154, 268, 1250]
- website-url: www.erupantorprotidin.com: [745, 161, 905, 175]
- continue-link[interactable]: ➡এরপর পৃ: ২ কলাম ৫: [871, 536, 928, 543]
- lead-headline-part: এনসিপির নেতৃত্বে: [146, 189, 306, 216]
- bottom-story-text: সাবেক রাষ্ট্রপতি আবদুল হামিদের বিরুদ্ধে নিকুঞ্জ-১ এলাকায় সাজসজ্জা ও সৌন্দর্যবর্ধনের নামে রাষ্ট্রের ২৪ কোটি টাকা ক্ষতিসাধন ও অবৈধ সম্পদ অর্জনের অভিযোগ অনুসন্ধান করে মামলা দায়েরের সুপারিশ করেছে দুর্নীতি দমন কমিশন (দুদক)। রবিবার দুদক মহাপরিচালক (প্রতিরোধ) মো. আক্তার হোসেন: [227, 1305, 403, 1351]
- social-bar: [34, 1394, 927, 1422]
- group-photo: [600, 187, 927, 350]
- eye-illustration: [36, 397, 136, 481]
- conditions-label: বিশেষ শর্তাবলী ঃ: [750, 950, 808, 959]
- bottom-story-headline: ধর্মের নামে দেশে বিভাজনের চেষ্টা চলছে-মির্জা ফখরুল: [493, 1267, 657, 1291]
- continue-link[interactable]: ➡এরপর পৃ: ২ কলাম ৫: [606, 1362, 663, 1369]
- dateline-city: যশোর: [156, 162, 176, 172]
- dateline-bar: যশোর । সোমবার । ০৮ ডিসেম্বর, ২০২৫ । ২৩ অগ্রহায়ন, ১৪৩২ । ১৬ জামাদিউস সানি, ১৪৪৭ । বর্ষ ০৩ । সংখ্যা ৮৮ । পৃষ্ঠা ০৪ । মূল্য ৫ টাকা: [146, 157, 716, 179]
- skills-text: সদালাপী, সাবলীল ও শুদ্ধ উচ্চারণ, ভাল জ্ঞাপন ক্ষমতা, যোগাযোগ, বস্তুনিষ্ঠতা, সততা, সিদ্ধান্ত, সতর্কতা, আত্মবিশ্বাস, ধৈর্য, ব্যক্তিত্ব, নিয়মানুবর্তিতা, দায়বদ্ধতা, বিচক্ষণতা।: [605, 1060, 743, 1095]
- lead-text: চেষ্টা করেছে। কিন্তু আমরা যারা সংস্কারের পক্ষে, পরিবর্তনের পক্ষে এবং গণঅভ্যুত্থানের আকাঙ্ক্ষাগুলোকে সফল করার জন্য, তারা আন্তরিকভাবে কাজ করে এসেছি।' তিনি বলেন, 'আমরা যারা আন্তরিকভাবে চাই, আমরা সেই রাজনৈতিক শক্তিগুলো ঐক্যবদ্ধ হয়েছি। আমাদের এই ঐক্য প্রক্রিয়া আরও বিস্তৃত হবে।' এনসিপি আহ্বায়ক বলেন, 'এ ঐক্যের ভিত্তি হচ্ছে জুলাই সনদ, সংস্কার ও বিচার। আগামী নির্বাচনে আমরা এই জোটের পক্ষ থেকে প্রার্থী দেব এবং ঐক্যবদ্ধভাবে নির্বাচনে অংশ নেব।' তিনি বলেন, 'নির্বাচন কমিশনকে নিরপেক্ষ থেকে লেভেল প্লেয়িং ফিল্ড নিশ্চিত করতে হবে।': [453, 228, 593, 339]
- social-link-youtube[interactable]: [273, 1401, 434, 1416]
- monirampur-columns: [716, 768, 928, 911]
- address-line: বার্তা, সম্পাদকীয় ও বাণিজ্যিক বিভাগ: [825, 1039, 922, 1048]
- social-link-text: facebook.com/rupantorprotidin: [55, 1400, 205, 1415]
- victory-badge: [34, 35, 135, 155]
- chief-adviser-headline: আমাদেরকে কাঙ্ক্ষিত লক্ষ্যে পৌঁছাতেই হবে-প্রধান উপদেষ্টা: [606, 360, 920, 415]
- bottom-story: [667, 1262, 927, 1389]
- dateline-day: সোমবার: [184, 162, 211, 172]
- prayer-time: ঃ ০৫ : ১৩ মি:: [81, 1088, 129, 1096]
- prayer-time-row: [43, 1098, 129, 1109]
- position-tag: বাণিজ্যিক ব্যবস্থাপক: [601, 971, 743, 987]
- jobs-brand-suffix: -এ: [742, 933, 755, 944]
- prayer-name: মাগরিব: [43, 1121, 64, 1129]
- continue-link[interactable]: ➡এরপর পৃ: ৩ কলাম ৫: [533, 669, 590, 676]
- tanvir-columns: [280, 1172, 480, 1250]
- prayer-time: ঃ ১১ : ৫৮ মি:: [81, 1099, 129, 1107]
- bagachra-text: যশোরের শার্শার বাগআঁচড়ায় বিএনপি চেয়ারপার্সন ও সাবেক তিন বারের সফল প্রধানমন্ত্রী বেগম খালেদা জিয়ার রোগমুক্তি ও সুস্থতা কামনায় আলোচনা সভা ও দোয়া মাহফিল অনুষ্ঠিত হয়। রবিবার বিকালে বাগআঁচড়া ইউনাইটেড মাধ্যমিক বিদ্যালয় মাঠে ওই ইউনিয়ন বিএনপির সভাপতি এএইচএম আসাদুজ্জামান: [370, 597, 476, 671]
- priority-item: ■ সংবাদপত্রের বাণিজ্যিক বিভাগে কাজের অভিজ্ঞতা।: [605, 1035, 714, 1052]
